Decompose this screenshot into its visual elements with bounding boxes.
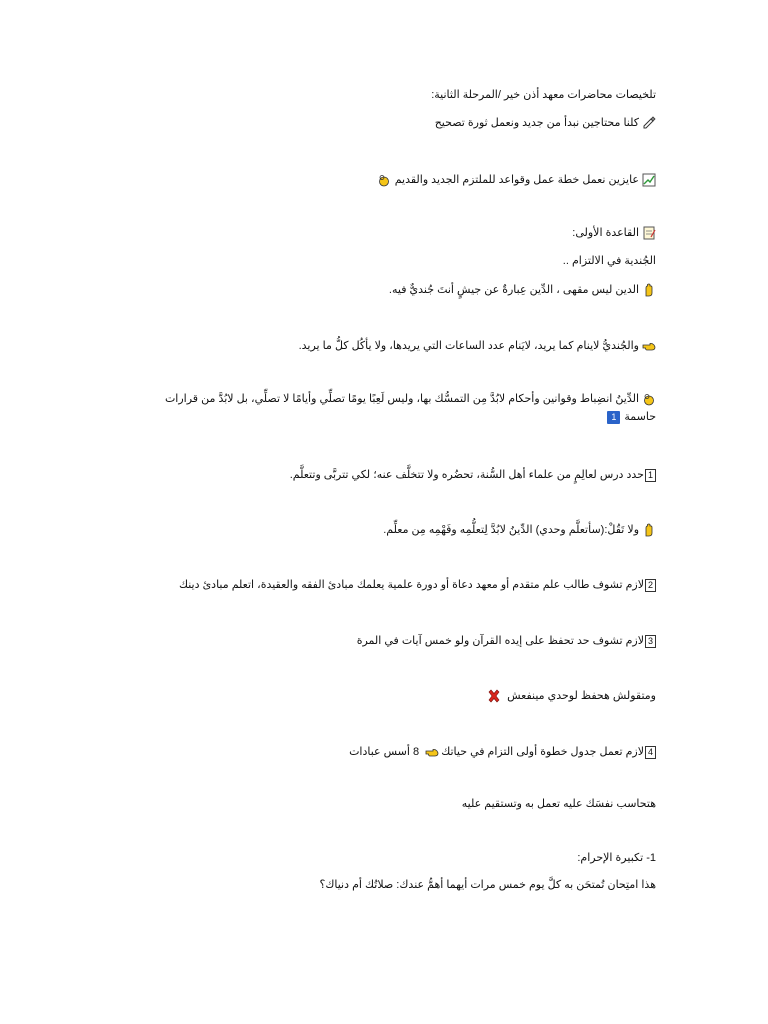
rule-subtitle (563, 253, 656, 269)
step-4-text-end: 8 أسس عبادات (349, 746, 420, 758)
accountability-text: هتحاسب نفسَك عليه تعمل به وتستقيم عليه (461, 798, 656, 810)
teacher-text: ولا تَقُلْ:(سأتعلَّم وحدي) الدِّينُ لابُدَّ لِتعلُّمِه وفَهْمِه مِن معلِّم. (383, 524, 639, 536)
keycap-one-badge: 1 (607, 411, 620, 424)
army-text: الدين ليس مقهى ، الدِّين عِبارةٌ عن جيشٍ أنتَ جُنديٌّ فيه. (388, 284, 639, 296)
step-4-text: لازم تعمل جدول خطوة أولى التزام في حياتك (441, 746, 644, 758)
discipline-paragraph (136, 390, 656, 426)
pointing-hand-icon (642, 339, 656, 353)
ok-hand-icon (377, 173, 391, 187)
red-x-icon (487, 689, 501, 703)
plan-line (374, 172, 656, 188)
discipline-text-end: حاسمة (624, 411, 656, 423)
rule-heading-text: القاعدة الأولى: (572, 227, 639, 239)
plan-text: عايزين نعمل خطة عمل وقواعد للملتزم الجديد والقديم (394, 174, 639, 186)
intro-text: كلنا محتاجين نبدأ من جديد ونعمل ثورة تصحيح (434, 117, 639, 129)
step-number-box: 1 (645, 469, 656, 482)
raised-hand-icon (642, 523, 656, 537)
warning-line (484, 688, 656, 704)
item-1-heading (577, 850, 656, 866)
intro-line (435, 115, 656, 131)
exam-text: هذا امتِحان تُمتحَن به كلَّ يوم خمس مرات أيهما أهمُّ عندك: صلاتُك أم دنياك؟ (319, 879, 656, 891)
step-number-box: 2 (645, 579, 656, 592)
step-number-box: 4 (645, 746, 656, 759)
pencil-icon (642, 116, 656, 130)
rule-heading (572, 225, 656, 241)
memo-icon (642, 226, 656, 240)
exam-line (319, 877, 656, 893)
teacher-line (383, 522, 656, 538)
soldier-text: والجُنديُّ لاينام كما يريد، لايَنام عدد الساعات التي يريدها، ولا يأكُل كلُّ ما يريد. (298, 340, 639, 352)
document-title (431, 87, 656, 103)
step-4-line (349, 744, 656, 760)
accountability-line (462, 796, 656, 812)
discipline-text: الدِّينُ انضِباط وقوانين وأحكام لابُدَّ مِن التمسُّك بها، وليس لَعِبًا يومًا تصلِّي وأيامًا لا تصلِّي، بل لابُدَّ من قرارات (164, 393, 639, 405)
title-text: تلخيصات محاضرات معهد أذن خير /المرحلة الثانية: (431, 89, 656, 101)
army-line (389, 282, 656, 298)
step-2-text: لازم تشوف طالب علم متقدم أو معهد دعاة أو دورة علمية يعلمك مبادئ الفقه والعقيدة، اتعلم مبادئ دينك (178, 579, 644, 591)
chart-icon (642, 173, 656, 187)
step-number-box: 3 (645, 635, 656, 648)
soldier-line (299, 338, 656, 354)
step-1-text: حدد درس لعالِمٍ من علماء أهل السُّنة، تحضُره ولا تتخلَّف عنه؛ لكي تتربَّى وتتعلَّم. (289, 469, 644, 481)
raised-hand-icon (642, 283, 656, 297)
step-2-line (179, 577, 656, 593)
step-3-line (357, 633, 656, 649)
rule-subtitle-text: الجُندية في الالتزام .. (562, 255, 656, 267)
item-1-heading-text: 1- تكبيرة الإحرام: (577, 852, 656, 864)
pointing-hand-icon (425, 745, 439, 759)
step-3-text: لازم تشوف حد تحفظ على إيده القرآن ولو خمس آيات في المرة (356, 635, 644, 647)
ok-hand-icon (642, 392, 656, 406)
warning-text: ومتقولش هحفظ لوحدي مينفعش (507, 690, 656, 702)
step-1-line (290, 467, 656, 483)
